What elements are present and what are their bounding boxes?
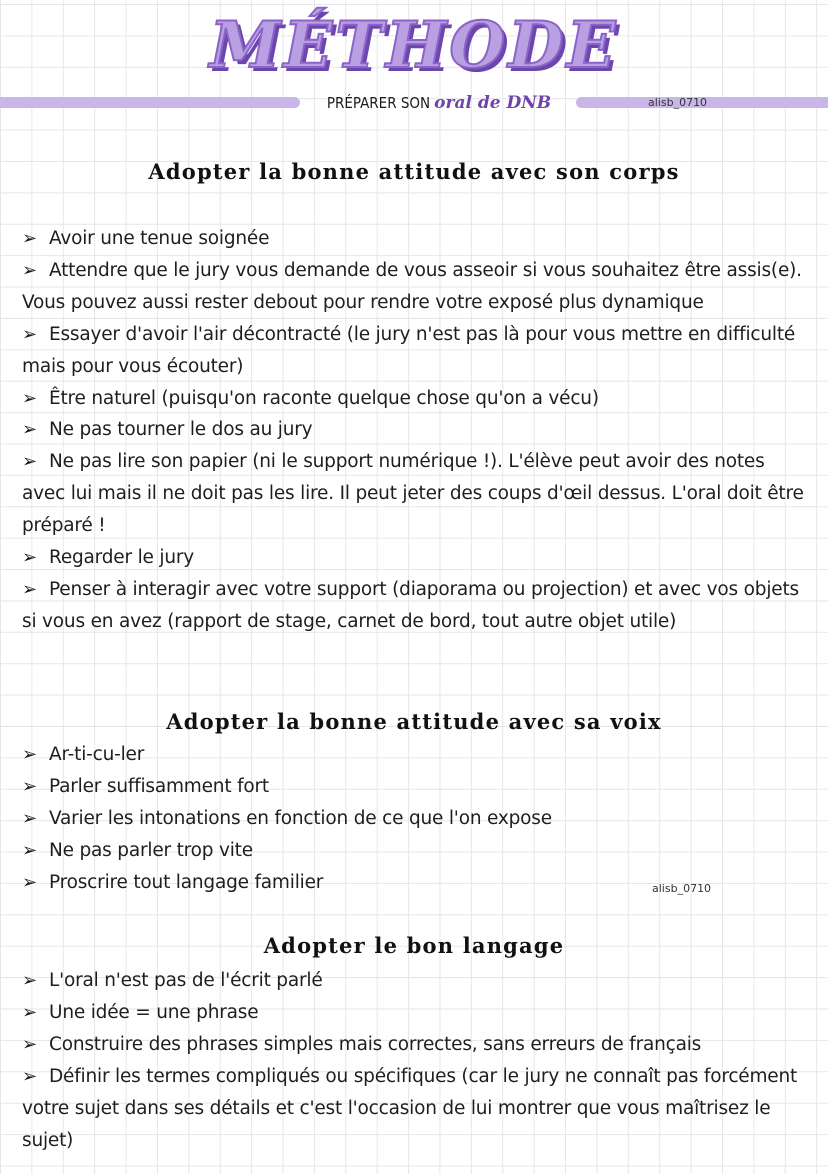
watermark-top: alisb_0710 xyxy=(648,96,708,109)
list-item: ➢ Proscrire tout langage familier xyxy=(22,867,812,899)
list-item: ➢ Attendre que le jury vous demande de vous asseoir si vous souhaitez être assis(e). Vous pouvez aussi rester debout pour rendre votre exposé plus dynamique xyxy=(22,255,812,319)
section-list-body xyxy=(22,223,812,638)
list-item: ➢ Parler suffisamment fort xyxy=(22,771,812,803)
list-item: ➢ Ne pas tourner le dos au jury xyxy=(22,414,812,446)
arrow-bullet-icon: ➢ xyxy=(22,744,37,765)
arrow-bullet-icon: ➢ xyxy=(22,387,37,409)
list-item: ➢ Penser à interagir avec votre support (diaporama ou projection) et avec vos objets si vous en avez (rapport de stage, carnet de bord, tout autre objet utile) xyxy=(22,574,812,638)
arrow-bullet-icon: ➢ xyxy=(22,807,37,829)
watermark-middle: alisb_0710 xyxy=(652,882,712,895)
arrow-bullet-icon: ➢ xyxy=(22,1001,37,1023)
subtitle-plain: PRÉPARER SON xyxy=(326,94,431,112)
arrow-bullet-icon: ➢ xyxy=(22,839,37,861)
arrow-bullet-icon: ➢ xyxy=(22,547,37,569)
section-heading-voice: Adopter la bonne attitude avec sa voix xyxy=(166,709,662,734)
list-item: ➢ Définir les termes compliqués ou spécifiques (car le jury ne connaît pas forcément votre sujet dans ses détails et c'est l'occasion de lui montrer que vous maîtrisez le sujet) xyxy=(22,1061,812,1157)
arrow-bullet-icon: ➢ xyxy=(22,1033,37,1055)
arrow-bullet-icon: ➢ xyxy=(22,970,37,991)
list-item: ➢ Ne pas lire son papier (ni le support numérique !). L'élève peut avoir des notes avec lui mais il ne doit pas les lire. Il peut jeter des coups d'œil dessus. L'oral doit être préparé ! xyxy=(22,446,812,542)
section-heading-language: Adopter le bon langage xyxy=(263,933,565,958)
list-item: ➢ L'oral n'est pas de l'écrit parlé xyxy=(22,965,812,997)
section-list-language xyxy=(22,965,812,1156)
list-item: ➢ Avoir une tenue soignée xyxy=(22,223,812,255)
arrow-bullet-icon: ➢ xyxy=(22,578,37,600)
list-item: ➢ Regarder le jury xyxy=(22,542,812,574)
arrow-bullet-icon: ➢ xyxy=(22,775,37,797)
list-item: ➢ Ar-ti-cu-ler xyxy=(22,739,812,771)
arrow-bullet-icon: ➢ xyxy=(22,1065,37,1087)
subtitle-accent: oral de DNB xyxy=(434,93,552,113)
subtitle xyxy=(308,91,570,115)
arrow-bullet-icon: ➢ xyxy=(22,323,37,345)
list-item: ➢ Être naturel (puisqu'on raconte quelque chose qu'on a vécu) xyxy=(22,383,812,415)
list-item: ➢ Construire des phrases simples mais correctes, sans erreurs de français xyxy=(22,1029,812,1061)
page-title: MÉTHODE xyxy=(209,8,619,83)
arrow-bullet-icon: ➢ xyxy=(22,259,37,281)
arrow-bullet-icon: ➢ xyxy=(22,871,37,893)
arrow-bullet-icon: ➢ xyxy=(22,451,37,473)
list-item: ➢ Essayer d'avoir l'air décontracté (le jury n'est pas là pour vous mettre en difficulté mais pour vous écouter) xyxy=(22,319,812,383)
section-heading-body: Adopter la bonne attitude avec son corps xyxy=(148,159,680,184)
list-item: ➢ Varier les intonations en fonction de ce que l'on expose xyxy=(22,803,812,835)
decorative-bar-left xyxy=(0,97,300,108)
list-item: ➢ Ne pas parler trop vite xyxy=(22,835,812,867)
arrow-bullet-icon: ➢ xyxy=(22,228,37,249)
arrow-bullet-icon: ➢ xyxy=(22,419,37,441)
section-list-voice xyxy=(22,739,812,899)
list-item: ➢ Une idée = une phrase xyxy=(22,997,812,1029)
